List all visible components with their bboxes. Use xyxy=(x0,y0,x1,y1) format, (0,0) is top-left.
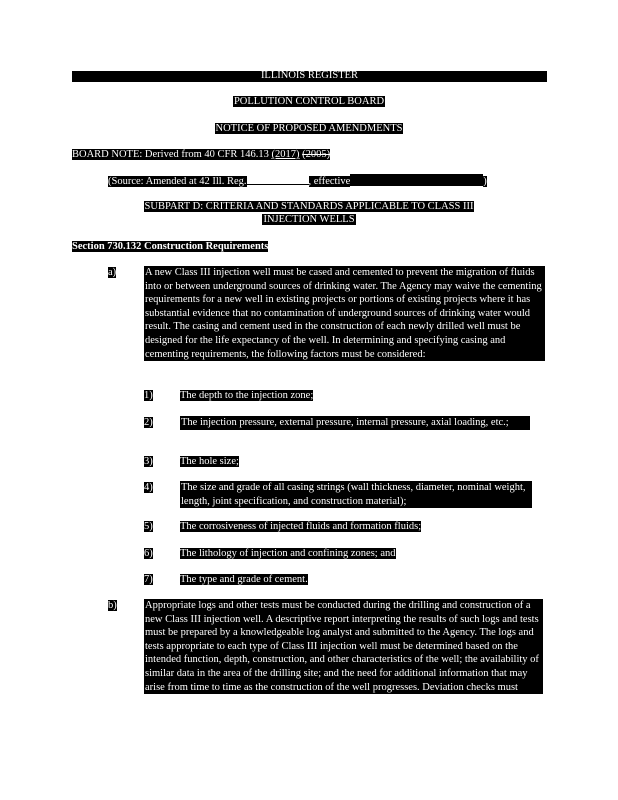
list-item-label: 3) xyxy=(144,456,153,467)
agency-text: POLLUTION CONTROL BOARD xyxy=(233,96,385,107)
paragraph-b-text: Appropriate logs and other tests must be conducted during the drilling and construction of a new Class III injection well. A descriptive report interpreting the results of such logs and tests must be prepared by a knowledgeable log analyst and submitted to the Agency. The logs and tests appropriate to each type of Class III injection well must be determined based on the intended function, depth, construction, and other characteristics of the well; the availability of similar data in the area of the drilling site; and the need for additional information that may arise from time to time as the construction of the well progresses. Deviation checks must xyxy=(144,599,543,694)
source-effective: , effective xyxy=(308,176,351,187)
list-item-text: The injection pressure, external pressure, internal pressure, axial loading, etc.; xyxy=(180,416,530,430)
list-item-label: 4) xyxy=(144,482,153,493)
list-item-label: 1) xyxy=(144,390,153,401)
notice-title xyxy=(0,122,618,136)
source-blank-reg xyxy=(247,174,309,185)
source-suffix: ) xyxy=(483,176,487,187)
board-note-deleted-year: (2005) xyxy=(302,149,331,160)
agency-title xyxy=(0,95,618,109)
list-item-label: 2) xyxy=(144,417,153,428)
board-note-added-year: (2017) xyxy=(271,149,300,160)
list-item-label: 5) xyxy=(144,521,153,532)
source-note xyxy=(108,174,487,189)
source-blank-date xyxy=(350,174,483,186)
board-note xyxy=(72,148,330,162)
section-heading: Section 730.132 Construction Requirements xyxy=(72,241,269,252)
list-item-text: The depth to the injection zone; xyxy=(180,390,314,401)
list-item-text: The corrosiveness of injected fluids and formation fluids; xyxy=(180,521,422,532)
list-item-text: The type and grade of cement. xyxy=(180,574,308,585)
board-note-prefix: BOARD NOTE: Derived from 40 CFR 146.13 xyxy=(72,149,272,160)
register-title: ILLINOIS REGISTER xyxy=(260,70,359,81)
list-item-text: The size and grade of all casing strings (wall thickness, diameter, nominal weight, length, joint specification, and construction material); xyxy=(180,481,532,508)
subpart-heading-line2: INJECTION WELLS xyxy=(263,214,355,225)
paragraph-b-label: b) xyxy=(108,600,117,611)
list-item-text: The hole size; xyxy=(180,456,239,467)
source-prefix: (Source: Amended at 42 Ill. Reg. xyxy=(108,176,247,187)
list-item-label: 6) xyxy=(144,548,153,559)
paragraph-a-label: a) xyxy=(108,267,117,278)
notice-text: NOTICE OF PROPOSED AMENDMENTS xyxy=(215,123,403,134)
list-item-label: 7) xyxy=(144,574,153,585)
subpart-heading-line1: SUBPART D: CRITERIA AND STANDARDS APPLICABLE TO CLASS III xyxy=(144,201,474,212)
list-item-text: The lithology of injection and confining zones; and xyxy=(180,548,396,559)
paragraph-a-text: A new Class III injection well must be cased and cemented to prevent the migration of fluids into or between underground sources of drinking water. The Agency may waive the cementing requirements for a new well in existing projects or portions of existing projects where it has substantial evidence that no contamination of underground sources of drinking water would result. The casing and cement used in the construction of each newly drilled well must be designed for the life expectancy of the well. In determining and specifying casing and cementing requirements, the following factors must be considered: xyxy=(144,266,545,361)
